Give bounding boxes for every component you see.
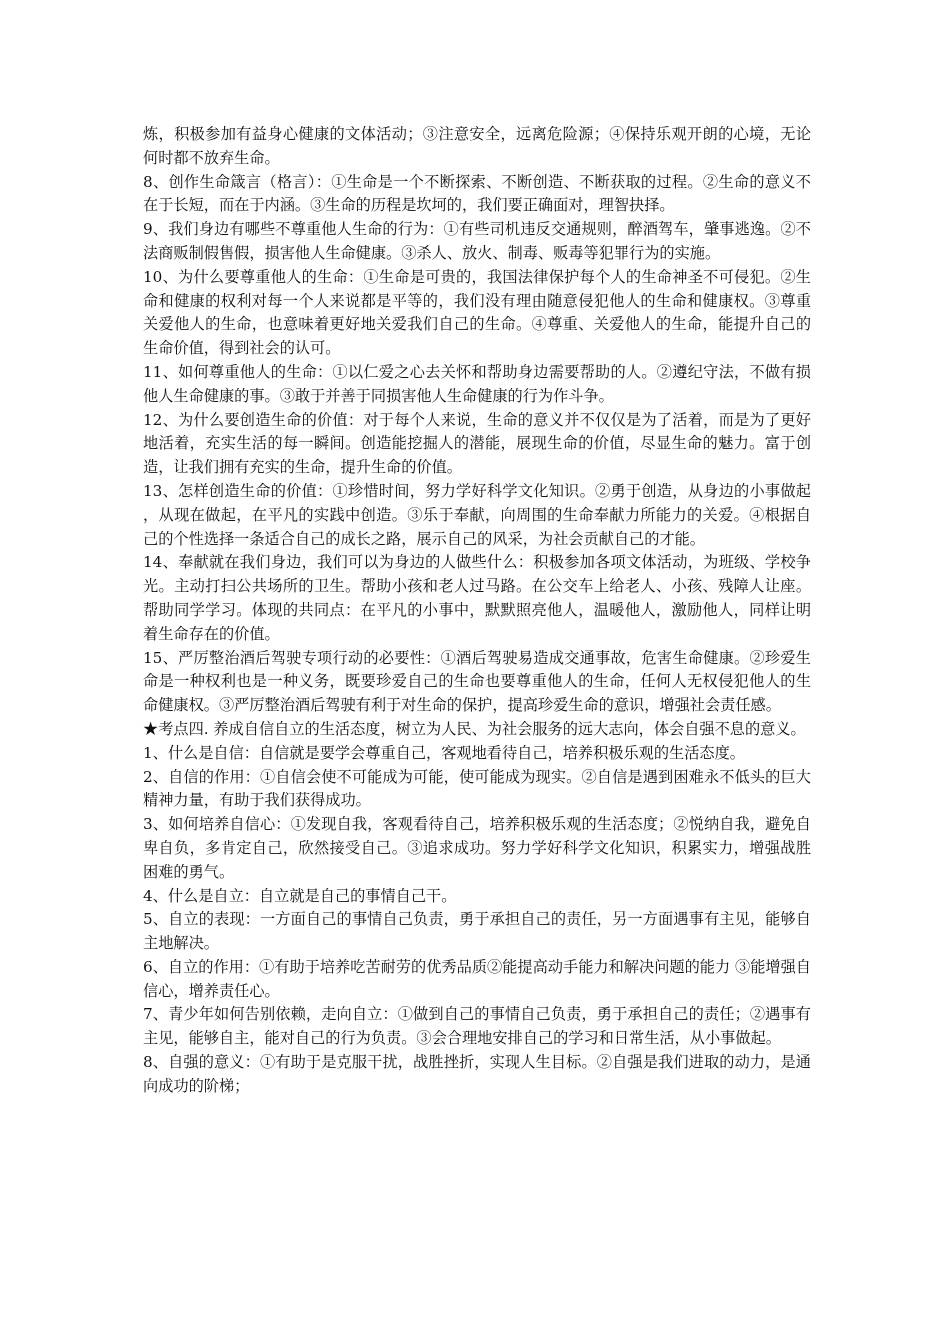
paragraph-item-8-self-strengthening: 8、自强的意义：①有助于是克服干扰，战胜挫折，实现人生目标。②自强是我们进取的动力，是通向成功的阶梯； [143,1053,811,1095]
paragraph-item-4-independence: 4、什么是自立：自立就是自己的事情自己干。 [143,886,457,905]
paragraph-item-6-independence-effect: 6、自立的作用：①有助于培养吃苦耐劳的优秀品质②能提高动手能力和解决问题的能力 ③能增强自信心，增养责任心。 [143,957,811,1000]
document-body [143,123,811,1099]
paragraph-item-12-why-create-value: 12、为什么要创造生命的价值：对于每个人来说，生命的意义并不仅仅是为了活着，而是为了更好地活着，充实生活的每一瞬间。创造能挖掘人的潜能，展现生命的价值，尽显生命的魅力。富于创造，让我们拥有充实的生命，提升生命的价值。 [143,410,811,477]
paragraph-item-1-confidence: 1、什么是自信：自信就是要学会尊重自己，客观地看待自己，培养积极乐观的生活态度。 [143,743,745,762]
paragraph-item-13-how-create-value: 13、怎样创造生命的价值：①珍惜时间，努力学好科学文化知识。②勇于创造，从身边的小事做起，从现在做起，在平凡的实践中创造。③乐于奉献，向周围的生命奉献力所能力的关爱。④根据自己的个性选择一条适合自己的成长之路，展示自己的风采，为社会贡献自己的才能。 [143,481,811,548]
paragraph-item-11-how-respect-life: 11、如何尊重他人的生命：①以仁爱之心去关怀和帮助身边需要帮助的人。②遵纪守法，不做有损他人生命健康的事。③敢于并善于同损害他人生命健康的行为作斗争。 [143,362,811,405]
paragraph-item-3-build-confidence: 3、如何培养自信心：①发现自我，客观看待自己，培养积极乐观的生活态度；②悦纳自我，避免自卑自负，多肯定自己，欣然接受自己。③追求成功。努力学好科学文化知识，积累实力，增强战胜困难的勇气。 [143,815,811,881]
paragraph-item-8-life-motto: 8、创作生命箴言（格言）：①生命是一个不断探索、不断创造、不断获取的过程。②生命的意义不在于长短，而在于内涵。③生命的历程是坎坷的，我们要正确面对，理智抉择。 [143,172,811,215]
paragraph-item-14-dedication: 14、奉献就在我们身边，我们可以为身边的人做些什么：积极参加各项文体活动，为班级、学校争光。主动打扫公共场所的卫生。帮助小孩和老人过马路。在公交车上给老人、小孩、残障人让座。帮助同学学习。体现的共同点：在平凡的小事中，默默照亮他人，温暖他人，激励他人，同样让明着生命存在的价值。 [143,553,811,643]
paragraph-continuation: 炼，积极参加有益身心健康的文体活动；③注意安全，远离危险源；④保持乐观开朗的心境，无论何时都不放弃生命。 [143,125,811,167]
paragraph-item-10-why-respect-life: 10、为什么要尊重他人的生命：①生命是可贵的，我国法律保护每个人的生命神圣不可侵犯。②生命和健康的权利对每一个人来说都是平等的，我们没有理由随意侵犯他人的生命和健康权。③尊重关爱他人的生命，也意味着更好地关爱我们自己的生命。④尊重、关爱他人的生命，能提升自己的生命价值，得到社会的认可。 [143,267,811,358]
section-heading-point-four: ★考点四. 养成自信自立的生活态度，树立为人民、为社会服务的远大志向，体会自强不息的意义。 [143,719,806,738]
paragraph-item-5-independence-expression: 5、自立的表现：一方面自己的事情自己负责，勇于承担自己的责任，另一方面遇事有主见，能够自主地解决。 [143,910,811,953]
paragraph-item-7-farewell-dependence: 7、青少年如何告别依赖，走向自立：①做到自己的事情自己负责，勇于承担自己的责任；②遇事有主见，能够自主，能对自己的行为负责。③会合理地安排自己的学习和日常生活，从小事做起。 [143,1005,811,1048]
paragraph-item-2-confidence-effect: 2、自信的作用：①自信会使不可能成为可能，使可能成为现实。②自信是遇到困难永不低头的巨大精神力量，有助于我们获得成功。 [143,767,811,810]
paragraph-item-9-disrespect-behaviors: 9、我们身边有哪些不尊重他人生命的行为：①有些司机违反交通规则，醉酒驾车，肇事逃逸。②不法商贩制假售假，损害他人生命健康。③杀人、放火、制毒、贩毒等犯罪行为的实施。 [143,220,811,262]
paragraph-item-15-drunk-driving: 15、严厉整治酒后驾驶专项行动的必要性：①酒后驾驶易造成交通事故，危害生命健康。②珍爱生命是一种权利也是一种义务，既要珍爱自己的生命也要尊重他人的生命，任何人无权侵犯他人的生命健康权。③严厉整治酒后驾驶有利于对生命的保护，提高珍爱生命的意识，增强社会责任感。 [143,648,811,715]
